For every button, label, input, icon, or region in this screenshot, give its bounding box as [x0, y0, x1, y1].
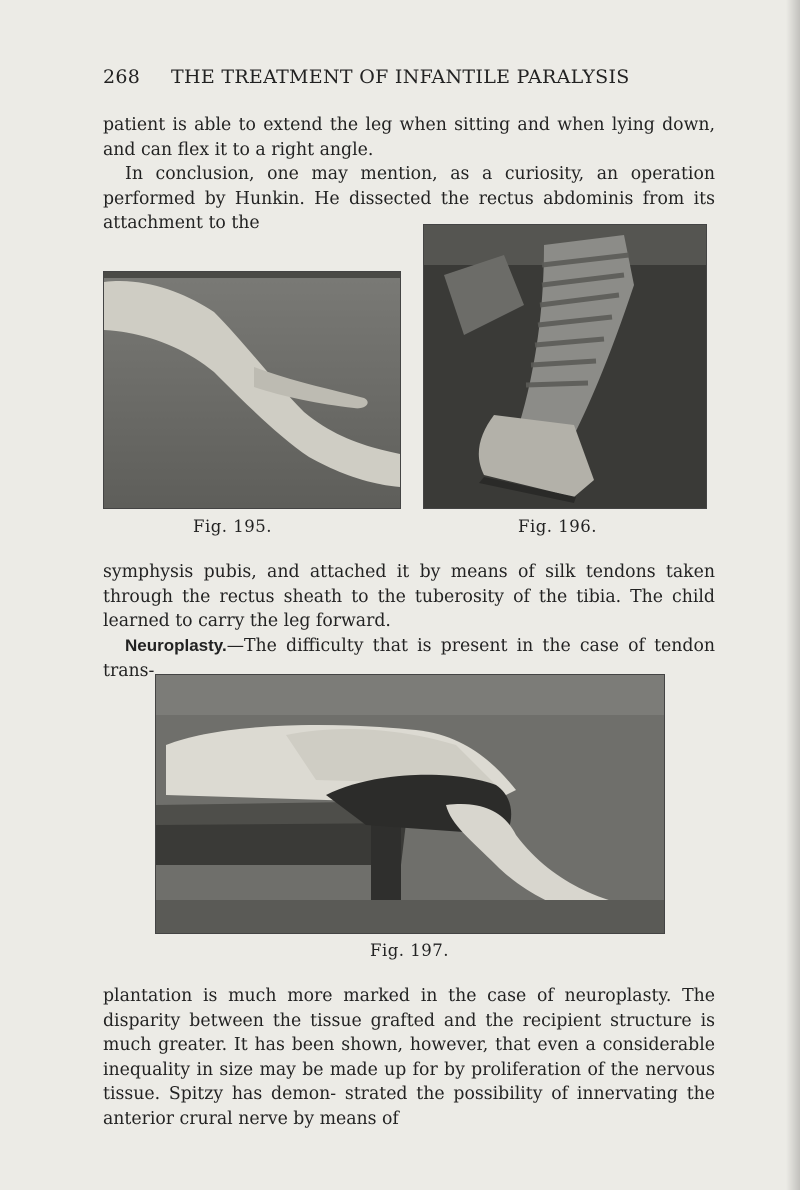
paragraph-3: symphysis pubis, and attached it by means of silk tendons taken through the rectus sheath to the tuberosity of the tibia. The child learned to carry the leg forward. [103, 562, 715, 631]
paragraph-2: In conclusion, one may mention, as a curiosity, an operation performed by Hunkin. He dissected the rectus abdominis from its attachment to the [103, 164, 715, 233]
figure-195-caption: Fig. 195. [193, 517, 273, 536]
figure-197-photo [155, 674, 665, 934]
running-title: THE TREATMENT OF INFANTILE PARALYSIS [171, 66, 630, 88]
running-header [103, 66, 713, 88]
page-number: 268 [103, 66, 141, 88]
figure-195-photo [103, 271, 401, 509]
figure-197-caption: Fig. 197. [370, 941, 450, 960]
paragraph-4-text: —The difficulty that is present in the case of tendon trans- [103, 636, 715, 681]
figure-196-photo [423, 224, 707, 509]
page-edge-shadow [786, 0, 800, 1190]
figure-196-caption: Fig. 196. [518, 517, 598, 536]
paragraph-1: patient is able to extend the leg when sitting and when lying down, and can flex it to a right angle. [103, 115, 715, 160]
paragraph-5: plantation is much more marked in the case of neuroplasty. The disparity between the tissue grafted and the recipient structure is much greater. It has been shown, however, that even a considerable inequality in size may be made up for by proliferation of the nervous tissue. Spitzy has demon- strated the possibility of innervating the anterior crural nerve by means of [103, 986, 715, 1129]
section-heading-neuroplasty: Neuroplasty. [125, 636, 227, 655]
